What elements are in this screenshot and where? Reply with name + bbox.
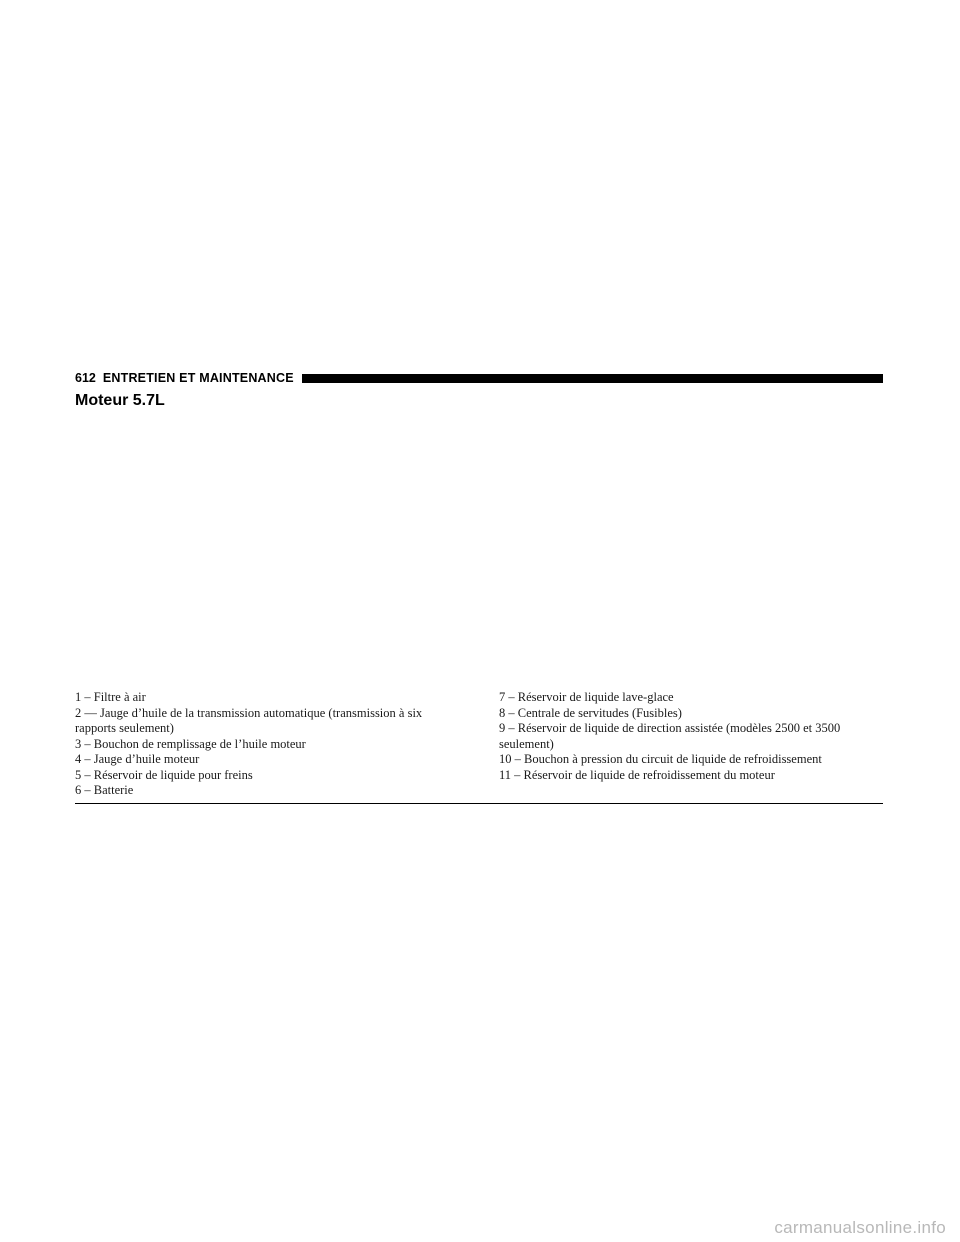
legend-item: 11 – Réservoir de liquide de refroidissement du moteur xyxy=(499,767,775,782)
legend-item: 2 — Jauge d’huile de la transmission automatique (transmission à six rapports seulement) xyxy=(75,705,423,735)
legend-item: 10 – Bouchon à pression du circuit de liquide de refroidissement xyxy=(499,752,822,766)
legend-column-right xyxy=(499,690,883,799)
legend-item: 9 – Réservoir de liquide de direction assistée (modèles 2500 et 3500 seulement) xyxy=(499,721,841,751)
legend-divider xyxy=(75,803,883,804)
legend-item: 5 – Réservoir de liquide pour freins xyxy=(75,767,253,782)
page-number: 612 xyxy=(75,371,96,385)
section-title: ENTRETIEN ET MAINTENANCE xyxy=(102,371,294,385)
page-header xyxy=(75,370,883,386)
legend-item: 1 – Filtre à air xyxy=(75,690,146,704)
header-rule xyxy=(302,374,883,383)
legend-item: 3 – Bouchon de remplissage de l’huile moteur xyxy=(75,736,306,751)
engine-figure-area xyxy=(75,420,883,685)
legend-item: 6 – Batterie xyxy=(75,783,134,797)
legend-item: 4 – Jauge d’huile moteur xyxy=(75,752,200,766)
page-title: Moteur 5.7L xyxy=(75,392,165,409)
watermark-text: carmanualsonline.info xyxy=(774,1218,946,1237)
legend-column-left xyxy=(75,690,459,799)
legend-item: 7 – Réservoir de liquide lave-glace xyxy=(499,690,674,704)
legend-item: 8 – Centrale de servitudes (Fusibles) xyxy=(499,705,682,720)
figure-legend xyxy=(75,690,883,799)
